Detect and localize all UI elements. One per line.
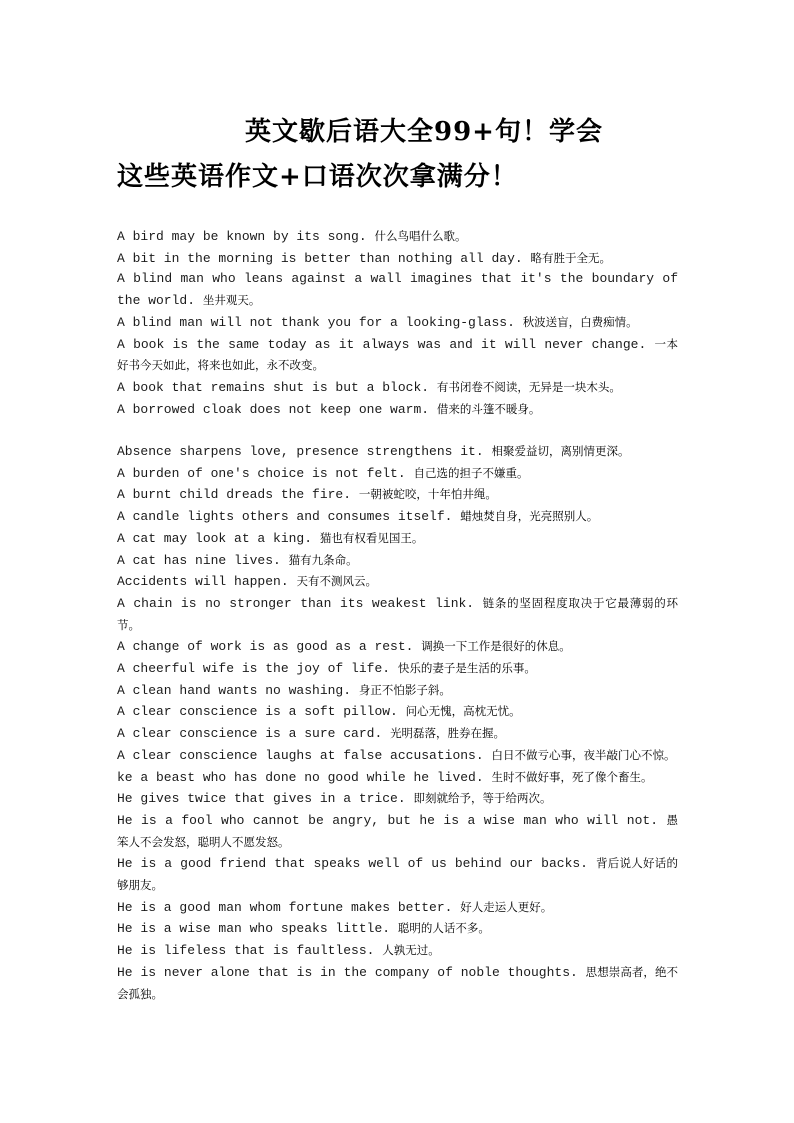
proverb-entry <box>117 377 678 399</box>
chinese-text: 借来的斗篷不暖身。 <box>436 401 541 416</box>
proverb-entry <box>117 636 678 658</box>
chinese-text: 白日不做亏心事，夜半敲门心不惊。 <box>491 747 676 762</box>
proverb-entry <box>117 680 678 702</box>
proverb-entry <box>117 571 678 593</box>
english-text: He gives twice that gives in a trice. <box>117 791 406 807</box>
chinese-text: 自己选的担子不嫌重。 <box>413 465 529 480</box>
english-text: He is never alone that is in the company of noble thoughts. <box>117 964 578 980</box>
english-text: Accidents will happen. <box>117 574 289 590</box>
proverb-entry <box>117 506 678 528</box>
chinese-text: 思想崇高者，绝不会孤独。 <box>117 964 679 1001</box>
english-text: He is a good friend that speaks well of us behind our backs. <box>117 856 588 872</box>
proverb-entry <box>117 399 678 421</box>
proverb-entry <box>117 484 678 506</box>
chinese-text: 人孰无过。 <box>382 943 440 958</box>
proverb-entry <box>117 463 678 485</box>
chinese-text: 身正不怕影子斜。 <box>358 682 451 697</box>
proverb-entry <box>117 853 678 896</box>
chinese-text: 愚笨人不会发怒，聪明人不愿发怒。 <box>117 812 678 849</box>
proverb-entry <box>117 767 678 789</box>
chinese-text: 光明磊落，胜券在握。 <box>390 726 506 741</box>
title-line-2: 这些英语作文+口语次次拿满分！ <box>117 162 518 192</box>
proverb-entry <box>117 940 678 962</box>
english-text: A candle lights others and consumes itself. <box>117 509 453 525</box>
chinese-text: 略有胜于全无。 <box>530 250 611 265</box>
english-text: He is a fool who cannot be angry, but he is a wise man who will not. <box>117 812 659 828</box>
english-text: A cat has nine lives. <box>117 552 281 568</box>
english-text: He is a good man whom fortune makes better. <box>117 899 453 915</box>
proverb-entry <box>117 550 678 572</box>
proverb-entry <box>117 897 678 919</box>
proverb-entry <box>117 701 678 723</box>
chinese-text: 即刻就给予，等于给两次。 <box>413 791 552 806</box>
chinese-text: 一本好书今天如此，将来也如此，永不改变。 <box>117 336 678 373</box>
proverb-entry <box>117 312 678 334</box>
proverb-entry <box>117 962 678 1005</box>
proverb-entry <box>117 226 678 248</box>
english-text: A clean hand wants no washing. <box>117 682 352 698</box>
proverb-entry <box>117 334 678 377</box>
english-text: A book that remains shut is but a block. <box>117 379 430 395</box>
english-text: A bird may be known by its song. <box>117 229 367 244</box>
chinese-text: 相聚爱益切，离别情更深。 <box>491 444 630 459</box>
proverb-entry <box>117 745 678 767</box>
chinese-text: 问心无愧，高枕无忧。 <box>405 704 521 719</box>
chinese-text: 秋波送盲，白费痴情。 <box>522 314 638 329</box>
proverb-entry <box>117 269 678 311</box>
proverb-entry <box>117 658 678 680</box>
chinese-text: 快乐的妻子是生活的乐事。 <box>397 661 536 676</box>
english-text: A borrowed cloak does not keep one warm. <box>117 401 430 417</box>
chinese-text: 有书闭卷不阅读，无异是一块木头。 <box>436 379 621 394</box>
english-text: A clear conscience laughs at false accusations. <box>117 747 484 763</box>
english-text: A burnt child dreads the fire. <box>117 487 352 503</box>
english-text: A cat may look at a king. <box>117 530 313 546</box>
english-text: A blind man who leans against a wall imagines that it's the boundary of the world. <box>117 271 678 309</box>
proverb-entry <box>117 593 678 636</box>
page-title <box>117 110 678 200</box>
proverb-entry <box>117 441 678 463</box>
chinese-text: 链条的坚固程度取决于它最薄弱的环节。 <box>117 595 678 632</box>
english-text: ke a beast who has done no good while he lived. <box>117 769 484 785</box>
chinese-text: 猫也有权看见国王。 <box>319 530 424 545</box>
chinese-text: 一朝被蛇咬，十年怕井绳。 <box>358 487 497 502</box>
chinese-text: 蜡烛焚自身，光亮照别人。 <box>460 509 599 524</box>
english-text: A cheerful wife is the joy of life. <box>117 661 391 677</box>
chinese-text: 好人走运人更好。 <box>460 899 553 914</box>
chinese-text: 什么鸟唱什么歌。 <box>374 229 467 243</box>
english-text: A clear conscience is a soft pillow. <box>117 704 398 720</box>
chinese-text: 坐井观天。 <box>202 293 261 308</box>
proverb-entry <box>117 918 678 940</box>
english-text: A burden of one's choice is not felt. <box>117 465 406 481</box>
chinese-text: 背后说人好话的够朋友。 <box>117 856 679 893</box>
english-text: He is lifeless that is faultless. <box>117 943 375 959</box>
english-text: A bit in the morning is better than nothing all day. <box>117 250 523 266</box>
chinese-text: 生时不做好事，死了像个畜生。 <box>491 769 653 784</box>
english-text: A blind man will not thank you for a looking-glass. <box>117 314 515 330</box>
proverb-entry <box>117 788 678 810</box>
english-text: Absence sharpens love, presence strengthens it. <box>117 444 484 460</box>
english-text: A chain is no stronger than its weakest link. <box>117 595 475 611</box>
title-line-1: 英文歇后语大全99+句！学会 <box>245 117 603 147</box>
english-text: He is a wise man who speaks little. <box>117 921 391 937</box>
proverb-list <box>117 226 678 1005</box>
chinese-text: 调换一下工作是很好的休息。 <box>421 639 571 654</box>
english-text: A clear conscience is a sure card. <box>117 726 383 742</box>
proverb-entry <box>117 248 678 270</box>
chinese-text: 猫有九条命。 <box>288 552 358 567</box>
english-text: A book is the same today as it always was and it will never change. <box>117 336 647 352</box>
proverb-entry <box>117 723 678 745</box>
document-page <box>117 110 678 1005</box>
proverb-entry <box>117 528 678 550</box>
chinese-text: 天有不测风云。 <box>296 574 377 589</box>
proverb-entry <box>117 810 678 853</box>
chinese-text: 聪明的人话不多。 <box>397 921 490 936</box>
english-text: A change of work is as good as a rest. <box>117 639 414 655</box>
